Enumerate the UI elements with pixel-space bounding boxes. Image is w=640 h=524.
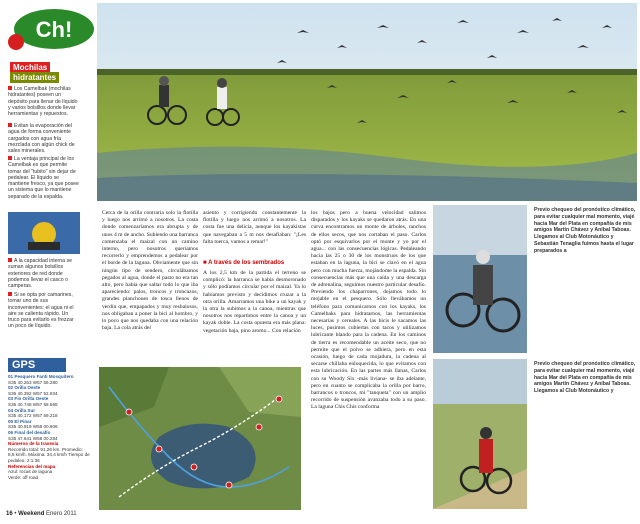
gps-stats: Recorrido total: 91,26 km. Promedio: 8,5 km/h. Máxima: 34,4 km/h Tiempo de pedaleo: 2:1:36 (8, 446, 90, 463)
gps-waypoint: 03 Fin Orilla Oeste S35 40.748 W57 58.565 (8, 396, 58, 407)
gps-ref: Azul: rocas de laguna (8, 469, 53, 475)
sidebar-tag-2: hidratantes (10, 72, 59, 83)
sidebar-tag: Mochilas (10, 62, 50, 73)
photo-cyclist-bikes (433, 205, 527, 353)
gps-waypoint-list (8, 374, 90, 480)
article-column-2a: asiento y corrigiendo constantemente la flotilla y luego nos arrimó a nosotros. La costa fue una delicia, aunque los kayakistas que navegaban a 5 m nos desafiaban: "¡Les falta tuerca, vamos a remar!" (203, 210, 306, 245)
photo-cyclist-trail (433, 359, 527, 509)
logo-text: Ch! (35, 17, 73, 42)
page-number: 16 (6, 511, 13, 517)
magazine-name: Weekend (18, 511, 45, 517)
sidebar-bullet: Evitan la evaporación del agua de forma conveniente cargados con agua fría mezclada con algún chick de sales minerales. (8, 123, 75, 155)
gps-waypoint: 01 Pesquero Fanti Mosquitero S35 40.263 W57 56.280 (8, 374, 74, 385)
gps-stats-title: Números de la travesía (8, 441, 59, 447)
gps-waypoint: 04 Orilla Sur S35 40.172 W57 59.218 (8, 407, 58, 419)
section-heading: ■ A través de los sembrados (203, 260, 285, 266)
camelbak-thumbnail (8, 212, 80, 254)
gps-waypoint: 05 El Pinar S35 40.919 W58 00.606 (8, 418, 58, 430)
sidebar-bullet: Los Camelbak (mochilas hidratantes) poseen un depósito para llenar de líquido y varios bolsillos donde llevar herramientas y repuestos. (8, 86, 78, 118)
issue-date: Enero 2011 (46, 511, 77, 517)
gps-waypoint: 02 Orilla Oeste S35 40.392 W57 52.934 (8, 385, 58, 396)
article-column-2b: A los 2,5 km de la partida el terreno se complicó: la barranca se había desmoronado y sólo podíamos circular por el maizal. Ya lo habíamos previsto y decidimos cruzar a la otra orilla. Amarramos una bike a un kayak y la otra la subimos a la canoa, mientras que nosotros nos repartimos entre la canoa y un kayak doble. La costa opuesta era más plana: vegetación baja, pino aromo... Con relación (203, 270, 306, 334)
gps-ref: Verde: off road (8, 474, 39, 480)
magazine-logo (4, 4, 100, 54)
page-footer: 16 • Weekend Enero 2011 (6, 511, 77, 517)
gps-refs-title: Referencias del mapa (8, 463, 56, 469)
gps-title: GPS (8, 358, 66, 372)
hero-photo-cyclists-lagoon (97, 3, 637, 201)
sidebar-bullet: Si se opta por camarines, tomar uno de sus inconvenientes: el agua ni el aire se calienta rápido. Un truco para evitarlo es frezzar un poco de líquido. (8, 292, 74, 330)
sidebar-bullet: A la capacidad interna se suman algunos bolsillos exteriores de red donde podemos llevar el casco o camperas. (8, 258, 72, 290)
photo-caption-2: Previo chequeo del pronóstico climático, para evitar cualquier mal momento, viajé hacia Mar del Plata en compañía de mis amigos Martín Chávez y Aníbal Taboas. Llegamos al Club Motonáutico y (534, 361, 636, 395)
gps-waypoint: 06 Final del desafío S35 47.641 W58 00.284 (8, 429, 58, 441)
article-column-1: Cerca de la orilla contraria solo la flotilla y luego nos arrimó a nosotros. La costa donde comenzaríamos era abrupta y de unos 4 m de ancho. Subiendo una barranca comenzaba el maizal con un camino interno, pero nosotros queríamos recorrerlo y emprendemos a pedalear por el borde de la laguna. Obviamente que sin ningún tipo de sendero, circulábamos pegados al agua, donde el pasto no era tan alto, pero había que saltar todo lo que iba apareciendo: palos, troncos y troncazos, grandes planchones de tosca llenos de verdín que, empapados y muy resbalosos, nos obligaban a poner la bici al hombro, y lo poco que nos quedaba con una relación baja. La cola atrás del (102, 210, 198, 332)
article-column-3: los bajos pero a buena velocidad salimos disparados y los kayaks se quedaron atrás. En una curva encontramos un monte de árboles, ranchos de ellos secos, que nos cortaban el paso. Carlos optó por esquivarlos por el monte y yo por el agua... con las consecuencias lógicas. Pedaleando hacia las 25 o 30 de los monstruos de los que estaban en la laguna, la bici se clavó en el agua pero con mucha fuerza, mojándome la espalda. Sin consecuencias más que una caída y una descarga de adrenalina, seguimos nuestro particular desafío. Previendo los chaparrones, dejamos todo lo mojable en el pesquero. Sólo llevábamos un teléfono para comunicarnos con los kayaks, los Camelbaks para hidratarnos, las herramientas necesarias y cereales. A las bicis le sacamos las luces, pusimos cubiertas con tacos y utilizamos lubricante blando para la cadena. En los caminos de tierra es recomendable un aceite seco, que no permite que el polvo se adhiera, pero en esta ocasión, luego de cada mojadura, la cadena al secarse chillaba enloquecida, lo que evitamos con esta lubricación. En las partes más llanas, Carlos con su Woody Six -más liviana- se iba adelante, pero en cuanto se complicaba la orilla por barro, barrancos o troncos, mi "tanqueta" con un amplio recorrido de suspensión avanzaba todo a su paso. La laguna Chis Chis conforma (311, 210, 426, 411)
route-map (99, 367, 301, 510)
sidebar-bullet: La ventaja principal de los Camelbak es que permite tomar del "tubito" sin dejar de pedalear. El líquido se mantiene fresco, ya que posee un sistema que lo mantiene separado de la espalda. (8, 156, 79, 200)
photo-caption-1: Previo chequeo del pronóstico climático, para evitar cualquier mal momento, viajé hacia Mar del Plata en compañía de mis amigos Martín Chávez y Aníbal Taboas. Llegamos al Club Motonáutico y Sebastián Tenaglia fuimos hasta el lugar preparados a (534, 207, 636, 254)
